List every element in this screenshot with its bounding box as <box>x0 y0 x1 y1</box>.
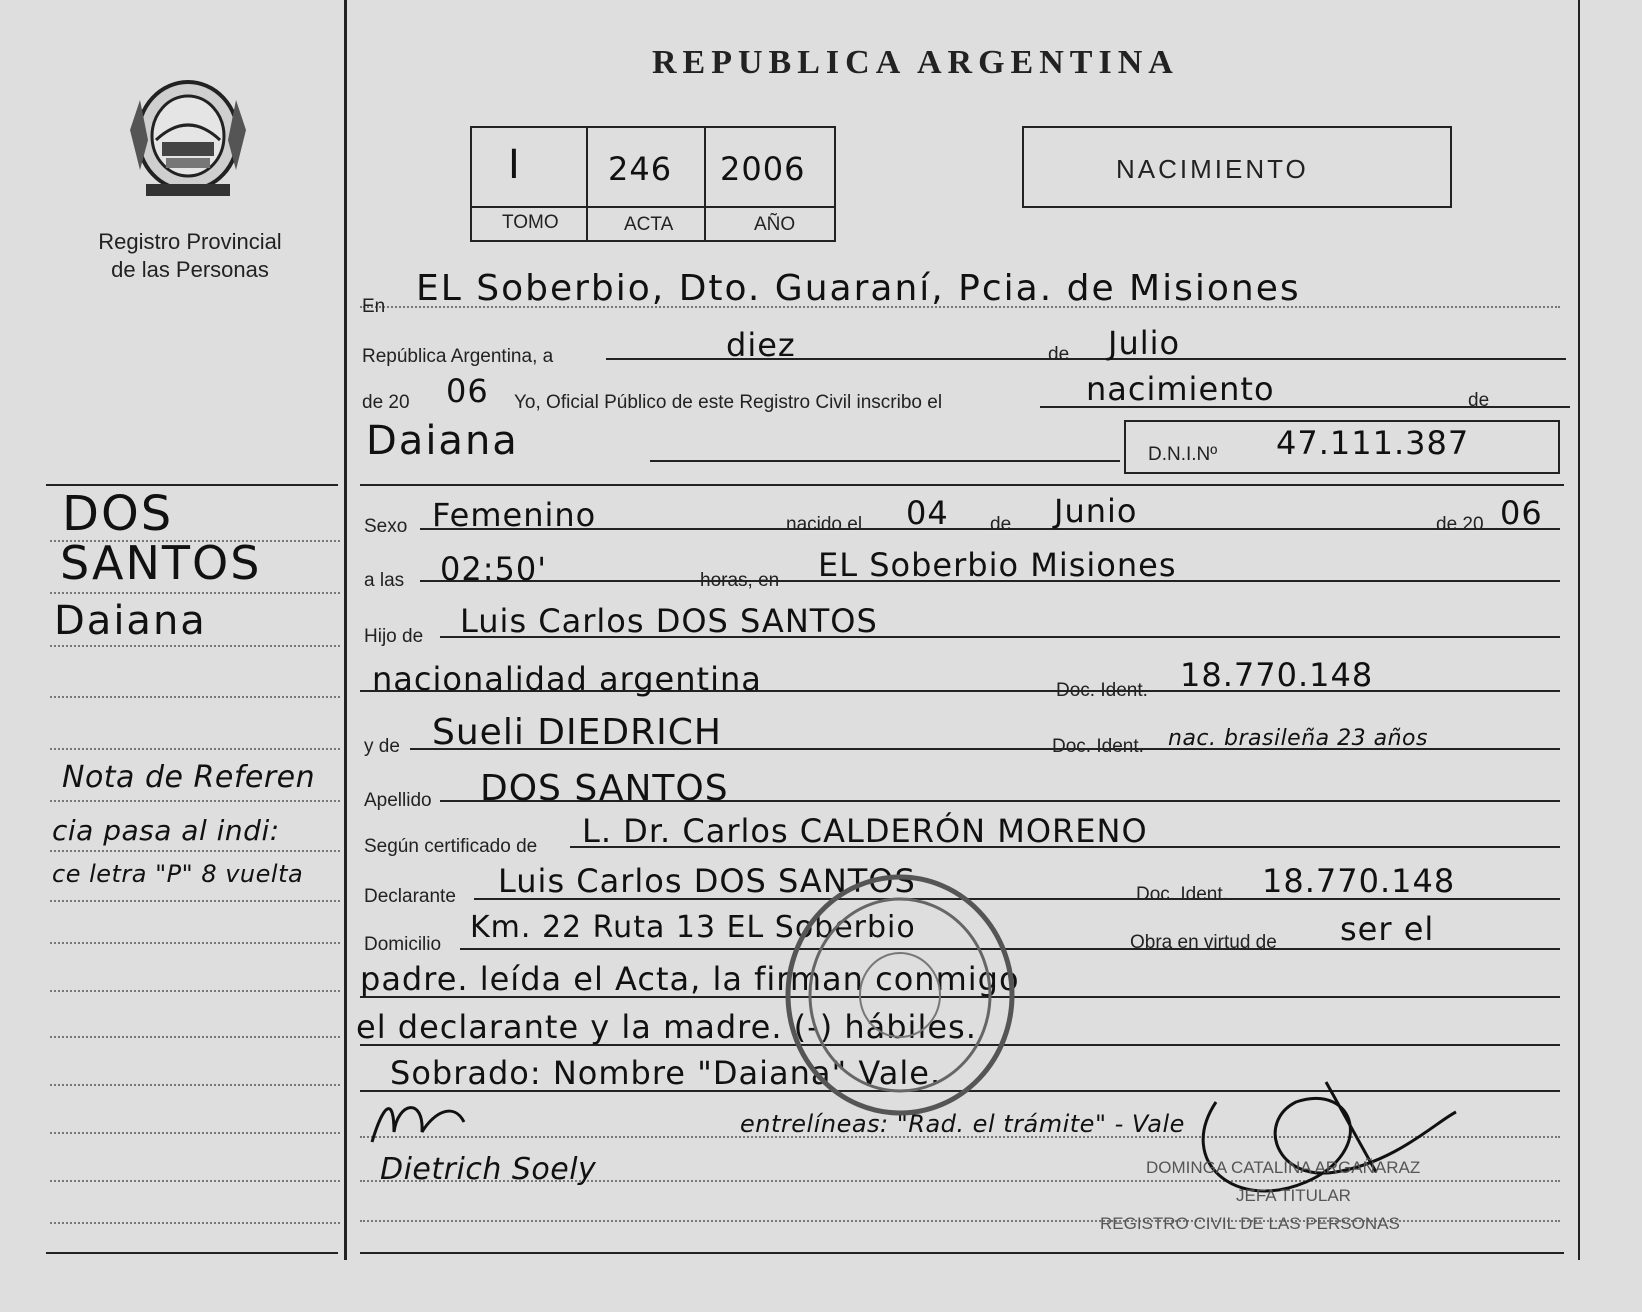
margin-dotted-4 <box>50 696 340 698</box>
value-en: EL Soberbio, Dto. Guaraní, Pcia. de Misiones <box>416 268 1301 309</box>
margin-given-name: Daiana <box>54 598 207 644</box>
label-de-3: de <box>990 514 1012 535</box>
value-declarante-doc: 18.770.148 <box>1262 862 1456 900</box>
acta-label: ACTA <box>624 214 674 235</box>
margin-note-2: cia pasa al indi: <box>52 814 280 847</box>
official-role: JEFA TITULAR <box>1236 1186 1351 1205</box>
value-month: Julio <box>1108 324 1181 362</box>
value-father: Luis Carlos DOS SANTOS <box>460 602 878 640</box>
label-y-de: y de <box>364 736 400 757</box>
label-en: En <box>362 296 386 317</box>
value-name: Daiana <box>366 418 519 464</box>
margin-dotted-5 <box>50 748 340 750</box>
margin-surname-2: SANTOS <box>60 536 262 590</box>
margin-surname-1: DOS <box>62 486 174 542</box>
value-birth-place: EL Soberbio Misiones <box>818 546 1177 584</box>
official-name: DOMINGA CATALINA ARGAÑARAZ <box>1146 1158 1421 1177</box>
label-domicilio: Domicilio <box>364 934 442 955</box>
value-year: 06 <box>446 372 489 410</box>
value-birth-year: 06 <box>1500 494 1543 532</box>
value-time: 02:50' <box>440 550 548 588</box>
margin-dotted-12 <box>50 1084 340 1086</box>
doc-type-box <box>1022 126 1452 208</box>
value-dni: 47.111.387 <box>1276 424 1470 462</box>
mother-initials-signature <box>364 1092 474 1157</box>
right-border <box>1578 0 1580 1260</box>
label-declarante: Declarante <box>364 886 456 907</box>
label-a-las: a las <box>364 570 405 591</box>
value-obra: ser el <box>1340 910 1435 948</box>
registry-name <box>70 228 310 284</box>
body-rule-section <box>360 484 1564 486</box>
label-de-1: de <box>1048 344 1070 365</box>
value-sexo: Femenino <box>432 496 597 534</box>
seal-icon <box>780 870 1020 1120</box>
body-rule-bottom <box>360 1252 1564 1254</box>
label-republica: República Argentina, a <box>362 346 554 367</box>
mother-signature: Dietrich Soely <box>380 1152 597 1187</box>
province-emblem <box>126 70 250 204</box>
value-birth-day: 04 <box>906 494 949 532</box>
margin-dotted-13 <box>50 1132 340 1134</box>
margin-dotted-6 <box>50 800 340 802</box>
record-box-sep-1 <box>586 128 588 242</box>
registry-line-2: de las Personas <box>111 257 269 282</box>
margin-dotted-3 <box>50 645 340 647</box>
value-mother: Sueli DIEDRICH <box>432 712 722 753</box>
label-oficial: Yo, Oficial Público de este Registro Civil inscribo el <box>514 392 943 413</box>
label-certificado: Según certificado de <box>364 836 538 857</box>
label-doc-ident-1: Doc. Ident. <box>1056 680 1148 701</box>
label-doc-ident-3: Doc. Ident. <box>1136 884 1228 905</box>
margin-dotted-2 <box>50 592 340 594</box>
label-hijo: Hijo de <box>364 626 424 647</box>
anio-label: AÑO <box>754 214 796 235</box>
value-day: diez <box>726 326 796 364</box>
margin-dotted-10 <box>50 990 340 992</box>
margin-rule-bottom <box>46 1252 338 1254</box>
margin-dotted-8 <box>50 900 340 902</box>
margin-dotted-9 <box>50 942 340 944</box>
value-domicilio: Km. 22 Ruta 13 EL Soberbio <box>470 910 916 945</box>
value-text-1: padre. leída el Acta, la firman conmigo <box>360 960 1020 998</box>
tomo-value: I <box>508 142 522 188</box>
margin-dotted-7 <box>50 850 340 852</box>
body-rule-name <box>650 460 1120 462</box>
label-apellido: Apellido <box>364 790 432 811</box>
value-act: nacimiento <box>1086 370 1275 408</box>
value-father-doc: 18.770.148 <box>1180 656 1374 694</box>
anio-value: 2006 <box>720 150 806 188</box>
value-mother-doc: nac. brasileña 23 años <box>1168 726 1428 751</box>
label-sexo: Sexo <box>364 516 408 537</box>
registry-line-1: Registro Provincial <box>98 229 282 254</box>
signature-icon <box>364 1092 474 1152</box>
margin-dotted-14 <box>50 1180 340 1182</box>
label-nacido: nacido el <box>786 514 863 535</box>
value-text-2: el declarante y la madre. (-) hábiles. <box>356 1008 977 1046</box>
emblem-icon <box>126 70 250 204</box>
record-number-box <box>470 126 836 242</box>
margin-note-3: ce letra "P" 8 vuelta <box>52 860 304 888</box>
record-box-sep-2 <box>704 128 706 242</box>
country-title: REPUBLICA ARGENTINA <box>652 44 1179 81</box>
value-declarante: Luis Carlos DOS SANTOS <box>498 862 916 900</box>
label-year-prefix: de 20 <box>362 392 410 413</box>
official-registry: REGISTRO CIVIL DE LAS PERSONAS <box>1100 1214 1400 1233</box>
margin-dotted-15 <box>50 1222 340 1224</box>
label-doc-ident-2: Doc. Ident. <box>1052 736 1144 757</box>
label-year2: de 20 <box>1436 514 1484 535</box>
margin-dotted-11 <box>50 1036 340 1038</box>
tomo-label: TOMO <box>502 212 559 233</box>
value-certificado: L. Dr. Carlos CALDERÓN MORENO <box>582 812 1148 850</box>
value-text-4: entrelíneas: "Rad. el trámite" - Vale <box>740 1110 1185 1138</box>
value-text-3: Sobrado: Nombre "Daiana" Vale. <box>390 1054 942 1092</box>
record-box-divider <box>472 206 834 208</box>
doc-type-label: NACIMIENTO <box>1116 154 1309 184</box>
label-horas: horas, en <box>700 570 780 591</box>
label-obra: Obra en virtud de <box>1130 932 1277 953</box>
label-dni: D.N.I.Nº <box>1148 444 1218 465</box>
margin-divider <box>344 0 347 1260</box>
value-birth-month: Junio <box>1054 492 1138 530</box>
margin-note-1: Nota de Referen <box>62 760 316 795</box>
value-father-nationality: nacionalidad argentina <box>372 660 762 698</box>
official-seal <box>780 870 1020 1120</box>
value-apellido: DOS SANTOS <box>480 768 729 809</box>
label-de-2: de <box>1468 390 1490 411</box>
acta-value: 246 <box>608 150 673 188</box>
